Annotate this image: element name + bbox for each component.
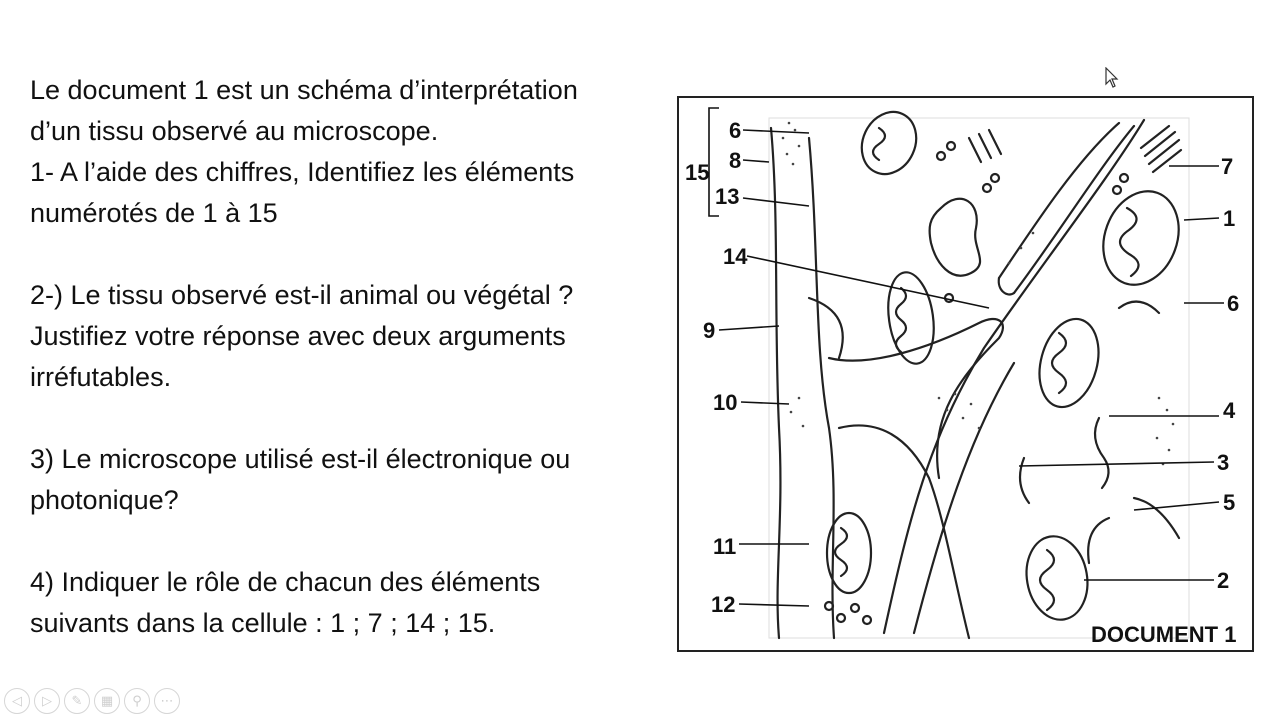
label-14: 14 — [723, 244, 748, 269]
slides-icon[interactable]: ▦ — [94, 688, 120, 714]
label-8: 8 — [729, 148, 742, 173]
label-3: 3 — [1217, 450, 1230, 475]
label-13: 13 — [715, 184, 740, 209]
label-4: 4 — [1223, 398, 1236, 423]
mouse-pointer-icon — [1105, 67, 1121, 89]
zoom-icon[interactable]: ⚲ — [124, 688, 150, 714]
label-1: 1 — [1223, 206, 1236, 231]
pen-icon[interactable]: ✎ — [64, 688, 90, 714]
label-6-right: 6 — [1227, 291, 1240, 316]
label-2: 2 — [1217, 568, 1230, 593]
label-9: 9 — [703, 318, 716, 343]
label-10: 10 — [713, 390, 738, 415]
previous-icon[interactable]: ◁ — [4, 688, 30, 714]
question-4: 4) Indiquer le rôle de chacun des éléments suivants dans la cellule : 1 ; 7 ; 14 ; 15. — [30, 567, 541, 638]
question-1: 1- A l’aide des chiffres, Identifiez les éléments numérotés de 1 à 15 — [30, 157, 575, 228]
more-icon[interactable]: ⋯ — [154, 688, 180, 714]
label-5: 5 — [1223, 490, 1236, 515]
document-title: DOCUMENT 1 — [1091, 622, 1237, 647]
label-12: 12 — [711, 592, 736, 617]
label-15: 15 — [685, 160, 710, 185]
cell-diagram-figure — [677, 96, 1254, 652]
next-icon[interactable]: ▷ — [34, 688, 60, 714]
slide-text — [30, 70, 630, 644]
label-7: 7 — [1221, 154, 1234, 179]
cell-diagram — [679, 98, 1252, 650]
presentation-toolbar — [4, 688, 180, 714]
intro-paragraph: Le document 1 est un schéma d’interprétation d’un tissu observé au microscope. — [30, 75, 578, 146]
question-2: 2-) Le tissu observé est-il animal ou végétal ? Justifiez votre réponse avec deux arguments irréfutables. — [30, 280, 574, 392]
label-6-top: 6 — [729, 118, 742, 143]
question-3: 3) Le microscope utilisé est-il électronique ou photonique? — [30, 444, 571, 515]
label-11: 11 — [713, 534, 737, 559]
